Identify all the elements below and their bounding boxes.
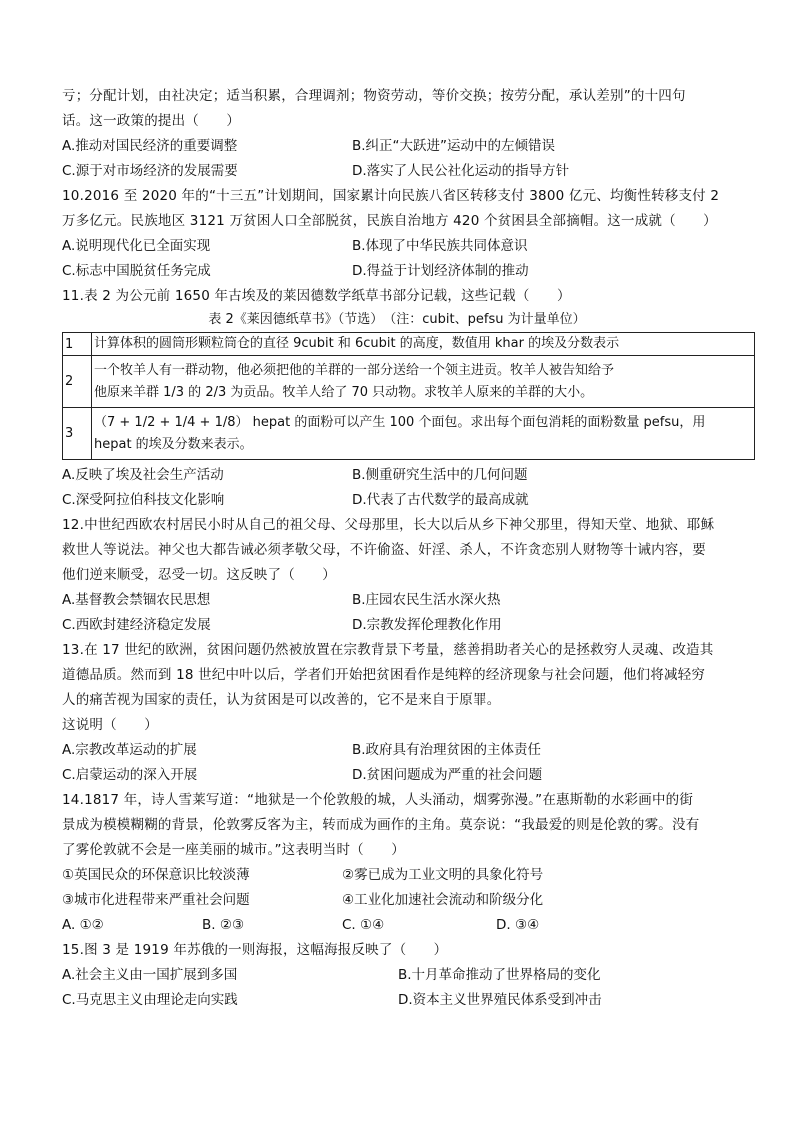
row-text-line2: 他原来羊群 1/3 的 2/3 为贡品。牧羊人给了 70 只动物。求牧羊人原来的羊群的大小。 <box>94 384 594 400</box>
q14-statement-2: ②雾已成为工业文明的具象化符号 <box>342 867 544 883</box>
exam-page <box>62 84 732 1013</box>
q10-option-a: A.说明现代化已全面实现 <box>62 238 211 254</box>
q11-option-a: A.反映了埃及社会生产活动 <box>62 467 224 483</box>
q13-stem-line3: 人的痛苦视为国家的责任，认为贫困是可以改善的，它不是来自于原罪。 <box>62 692 501 708</box>
q12-option-a: A.基督教会禁锢农民思想 <box>62 592 211 608</box>
q14-statement-3: ③城市化进程带来严重社会问题 <box>62 892 250 908</box>
q9-options-row1 <box>62 134 732 159</box>
q12-options-row1 <box>62 588 732 613</box>
papyrus-table <box>62 332 755 460</box>
q10-option-b: B.体现了中华民族共同体意识 <box>352 238 528 254</box>
q9-options-row2 <box>62 159 732 184</box>
row-text-line1: （7 + 1/2 + 1/4 + 1/8） hepat 的面粉可以产生 100 个面包。求出每个面包消耗的面粉数量 pefsu，用 <box>94 414 706 430</box>
q10-option-c: C.标志中国脱贫任务完成 <box>62 263 211 279</box>
q14-options-row <box>62 913 732 938</box>
q14-stem-line1: 14.1817 年，诗人雪莱写道：“地狱是一个伦敦般的城，人头涌动，烟雾弥漫。”在惠斯勒的水彩画中的街 <box>62 792 694 808</box>
q15-options-row1 <box>62 963 732 988</box>
q13-option-c: C.启蒙运动的深入开展 <box>62 767 198 783</box>
q11-option-b: B.侧重研究生活中的几何问题 <box>352 467 528 483</box>
q12-options-row2 <box>62 613 732 638</box>
q13-stem-line4: 这说明（ ） <box>62 717 158 733</box>
row-number: 3 <box>63 408 92 460</box>
q13-option-b: B.政府具有治理贫困的主体责任 <box>352 742 542 758</box>
q12-stem-line1: 12.中世纪西欧农村居民小时从自己的祖父母、父母那里，长大以后从乡下神父那里，得知天堂、地狱、耶稣 <box>62 517 715 533</box>
q14-statements-row2 <box>62 888 732 913</box>
table-row <box>63 356 755 408</box>
table-caption: 表 2《莱因德纸草书》（节选） （注：cubit、pefsu 为计量单位） <box>208 312 586 327</box>
q15-stem: 15.图 3 是 1919 年苏俄的一则海报，这幅海报反映了（ ） <box>62 942 448 958</box>
q13-options-row2 <box>62 763 732 788</box>
q14-option-a: A. ①② <box>62 917 104 933</box>
q13-option-a: A.宗教改革运动的扩展 <box>62 742 197 758</box>
row-text-line2: hepat 的埃及分数来表示。 <box>94 436 253 452</box>
q14-statements-row1 <box>62 863 732 888</box>
q14-statement-1: ①英国民众的环保意识比较淡薄 <box>62 867 250 883</box>
q11-option-c: C.深受阿拉伯科技文化影响 <box>62 492 225 508</box>
q10-options-row1 <box>62 234 732 259</box>
q13-options-row1 <box>62 738 732 763</box>
row-text-line1: 一个牧羊人有一群动物，他必须把他的羊群的一部分送给一个领主进贡。牧羊人被告知给予 <box>94 362 615 378</box>
q9-option-a: A.推动对国民经济的重要调整 <box>62 138 238 154</box>
q15-options-row2 <box>62 988 732 1013</box>
q15-option-b: B.十月革命推动了世界格局的变化 <box>398 967 601 983</box>
q14-option-b: B. ②③ <box>202 917 245 933</box>
q9-stem-line2: 话。这一政策的提出（ ） <box>62 113 241 129</box>
q12-option-b: B.庄园农民生活水深火热 <box>352 592 501 608</box>
q10-option-d: D.得益于计划经济体制的推动 <box>352 263 529 279</box>
row-number: 1 <box>63 333 92 356</box>
q14-option-c: C. ①④ <box>342 917 385 933</box>
q12-stem-line2: 救世人等说法。神父也大都告诫必须孝敬父母，不许偷盗、奸淫、杀人，不许贪恋别人财物等十诫内容，要 <box>62 542 706 558</box>
q9-option-d: D.落实了人民公社化运动的指导方针 <box>352 163 570 179</box>
q15-option-a: A.社会主义由一国扩展到多国 <box>62 967 238 983</box>
q14-statement-4: ④工业化加速社会流动和阶级分化 <box>342 892 544 908</box>
row-text <box>92 408 755 460</box>
q13-option-d: D.贫困问题成为严重的社会问题 <box>352 767 543 783</box>
q11-options-row1 <box>62 463 732 488</box>
q13-stem-line1: 13.在 17 世纪的欧洲，贫困问题仍然被放置在宗教背景下考量，慈善捐助者关心的是拯救穷人灵魂、改造其 <box>62 642 714 658</box>
q14-stem-line2: 景成为模模糊糊的背景，伦敦雾反客为主，转而成为画作的主角。莫奈说：“我最爱的则是伦敦的雾。没有 <box>62 817 700 833</box>
q9-option-c: C.源于对市场经济的发展需要 <box>62 163 238 179</box>
table-row <box>63 333 755 356</box>
q11-options-row2 <box>62 488 732 513</box>
q10-stem-line2: 万多亿元。民族地区 3121 万贫困人口全部脱贫，民族自治地方 420 个贫困县全部摘帽。这一成就（ ） <box>62 213 717 229</box>
row-text: 计算体积的圆筒形颗粒筒仓的直径 9cubit 和 6cubit 的高度，数值用 khar 的埃及分数表示 <box>92 333 755 356</box>
q13-stem-line2: 道德品质。然而到 18 世纪中叶以后，学者们开始把贫困看作是纯粹的经济现象与社会问题，他们将减轻穷 <box>62 667 706 683</box>
q15-option-d: D.资本主义世界殖民体系受到冲击 <box>398 992 602 1008</box>
q9-option-b: B.纠正“大跃进”运动中的左倾错误 <box>352 138 556 154</box>
q12-stem-line3: 他们逆来顺受，忍受一切。这反映了（ ） <box>62 567 336 583</box>
q10-stem-line1: 10.2016 至 2020 年的“十三五”计划期间，国家累计向民族八省区转移支付 3800 亿元、均衡性转移支付 2 <box>62 188 720 204</box>
q12-option-d: D.宗教发挥伦理教化作用 <box>352 617 502 633</box>
q15-option-c: C.马克思主义由理论走向实践 <box>62 992 238 1008</box>
q10-options-row2 <box>62 259 732 284</box>
row-number: 2 <box>63 356 92 408</box>
q12-option-c: C.西欧封建经济稳定发展 <box>62 617 211 633</box>
row-text <box>92 356 755 408</box>
q11-option-d: D.代表了古代数学的最高成就 <box>352 492 529 508</box>
q14-option-d: D. ③④ <box>496 917 540 933</box>
q9-stem-line1: 亏；分配计划，由社决定；适当积累，合理调剂；物资劳动，等价交换；按劳分配，承认差别”的十四句 <box>62 88 686 104</box>
table-row <box>63 408 755 460</box>
q11-stem: 11.表 2 为公元前 1650 年古埃及的莱因德数学纸草书部分记载，这些记载（ ） <box>62 288 571 304</box>
q14-stem-line3: 了雾伦敦就不会是一座美丽的城市。”这表明当时（ ） <box>62 842 405 858</box>
